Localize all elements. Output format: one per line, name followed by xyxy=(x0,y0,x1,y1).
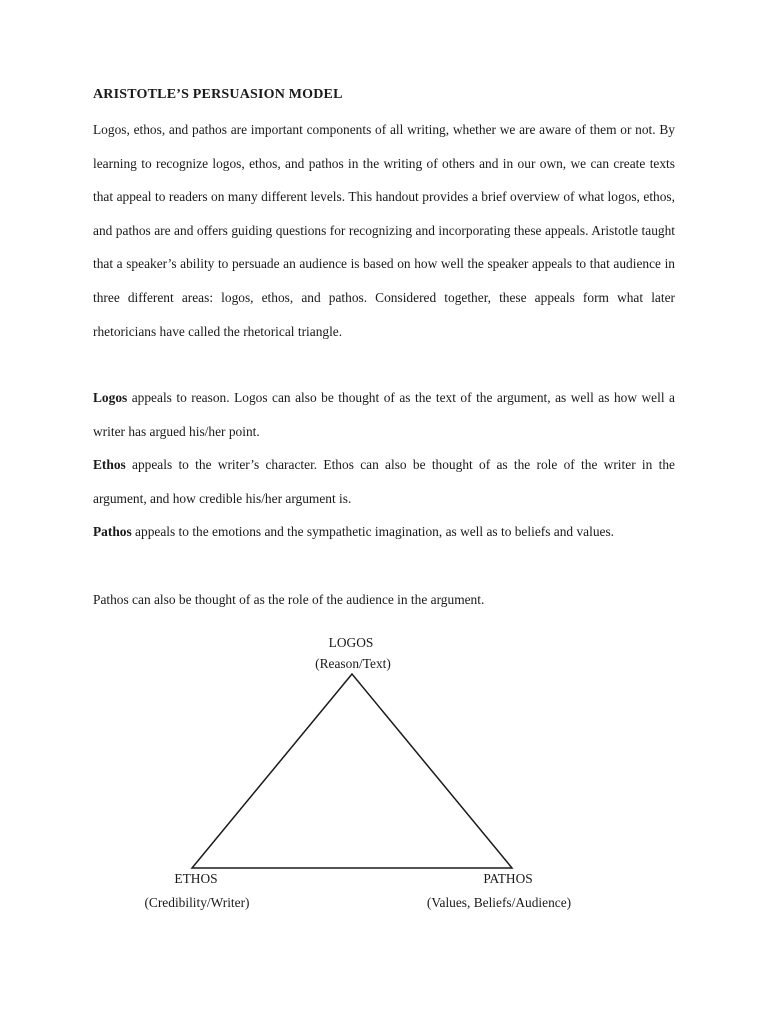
logos-term: Logos xyxy=(93,390,128,405)
pathos-vertex-label: PATHOS xyxy=(483,871,533,886)
pathos-note-paragraph: Pathos can also be thought of as the role of the audience in the argument. xyxy=(93,592,485,607)
ethos-term: Ethos xyxy=(93,457,126,472)
pathos-term: Pathos xyxy=(93,524,132,539)
ethos-paragraph xyxy=(93,448,675,515)
pathos-definition: appeals to the emotions and the sympathetic imagination, as well as to beliefs and values. xyxy=(131,524,615,539)
document-title: ARISTOTLE’S PERSUASION MODEL xyxy=(93,87,343,102)
logos-vertex-sublabel: (Reason/Text) xyxy=(315,656,391,671)
rhetorical-triangle xyxy=(192,674,512,868)
logos-definition: appeals to reason. Logos can also be thought of as the text of the argument, as well as how well a writer has argued his/her point. xyxy=(93,390,675,439)
intro-paragraph: Logos, ethos, and pathos are important components of all writing, whether we are aware of them or not. By learning to recognize logos, ethos, and pathos in the writing of others and in our own, we can create texts that appeal to readers on many different levels. This handout provides a brief overview of what logos, ethos, and pathos are and offers guiding questions for recognizing and incorporating these appeals. Aristotle taught that a speaker’s ability to persuade an audience is based on how well the speaker appeals to that audience in three different areas: logos, ethos, and pathos. Considered together, these appeals form what later rhetoricians have called the rhetorical triangle. xyxy=(93,122,675,339)
ethos-vertex-label: ETHOS xyxy=(174,871,218,886)
pathos-paragraph xyxy=(93,515,675,549)
pathos-vertex-sublabel: (Values, Beliefs/Audience) xyxy=(426,895,572,910)
logos-vertex-label: LOGOS xyxy=(328,635,374,650)
logos-paragraph xyxy=(93,381,675,448)
ethos-definition: appeals to the writer’s character. Ethos can also be thought of as the role of the writer in the argument, and how credible his/her argument is. xyxy=(93,457,675,506)
ethos-vertex-sublabel: (Credibility/Writer) xyxy=(144,895,250,910)
